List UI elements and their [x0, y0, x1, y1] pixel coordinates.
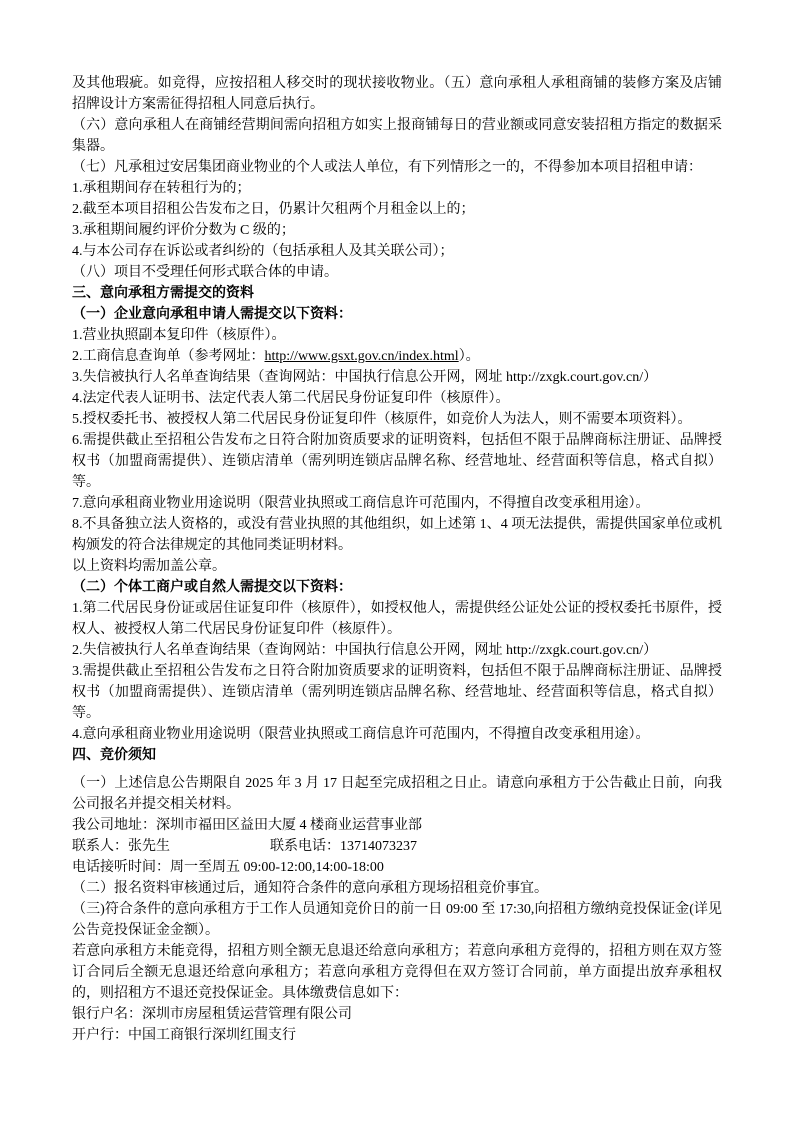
subsection-1-enterprise-heading: （一）企业意向承租申请人需提交以下资料：	[72, 307, 352, 322]
disqualification-item-3: 3.承租期间履约评价分数为 C 级的；	[72, 223, 295, 238]
enterprise-item-5: 5.授权委托书、被授权人第二代居民身份证复印件（核原件，如竞价人为法人，则不需要本项资料）。	[72, 412, 692, 427]
enterprise-item-2-prefix: 2.工商信息查询单（参考网址：	[72, 349, 265, 364]
bank-account-name: 银行户名：深圳市房屋租赁运营管理有限公司	[72, 1007, 352, 1022]
enterprise-item-2	[72, 346, 722, 367]
contact-person: 联系人：张先生	[72, 839, 170, 854]
section-3-heading: 三、意向承租方需提交的资料	[72, 286, 254, 301]
enterprise-item-3: 3.失信被执行人名单查询结果（查询网站：中国执行信息公开网，网址 http://zxgk.court.gov.cn/）	[72, 370, 658, 385]
subsection-2-individual-heading: （二）个体工商户或自然人需提交以下资料：	[72, 580, 352, 595]
individual-item-1: 1.第二代居民身份证或居住证复印件（核原件），如授权他人，需提供经公证处公证的授权委托书原件，授权人、被授权人第二代居民身份证复印件（核原件）。	[72, 601, 722, 637]
bank-branch: 开户行：中国工商银行深圳红围支行	[72, 1028, 296, 1043]
phone-hours: 电话接听时间：周一至周五 09:00-12:00,14:00-18:00	[72, 860, 384, 875]
para-clause-7-disqualification: （七）凡承租过安居集团商业物业的个人或法人单位，有下列情形之一的，不得参加本项目招租申请：	[72, 160, 702, 175]
disqualification-item-1: 1.承租期间存在转租行为的；	[72, 181, 251, 196]
para-deposit-payment: （三)符合条件的意向承租方于工作人员通知竞价日的前一日 09:00 至 17:30,向招租方缴纳竞投保证金(详见公告竞投保证金金额）。	[72, 902, 722, 938]
section-4-heading: 四、竞价须知	[72, 748, 156, 763]
company-address: 我公司地址：深圳市福田区益田大厦 4 楼商业运营事业部	[72, 818, 422, 833]
contact-line	[72, 836, 722, 857]
individual-item-4: 4.意向承租商业物业用途说明（限营业执照或工商信息许可范围内，不得擅自改变承租用途）。	[72, 727, 650, 742]
para-clause-8-no-consortium: （八）项目不受理任何形式联合体的申请。	[72, 265, 338, 280]
enterprise-item-8: 8.不具备独立法人资格的，或没有营业执照的其他组织，如上述第 1、4 项无法提供，需提供国家单位或机构颁发的符合法律规定的其他同类证明材料。	[72, 517, 722, 553]
enterprise-item-4: 4.法定代表人证明书、法定代表人第二代居民身份证复印件（核原件）。	[72, 391, 510, 406]
enterprise-item-6: 6.需提供截止至招租公告发布之日符合附加资质要求的证明资料，包括但不限于品牌商标注册证、品牌授权书（加盟商需提供）、连锁店清单（需列明连锁店品牌名称、经营地址、经营面积等信息，格式自拟）等。	[72, 433, 722, 490]
enterprise-item-1: 1.营业执照副本复印件（核原件）。	[72, 328, 286, 343]
seal-note: 以上资料均需加盖公章。	[72, 559, 226, 574]
para-deposit-refund-policy: 若意向承租方未能竞得，招租方则全额无息退还给意向承租方；若意向承租方竞得的，招租方则在双方签订合同后全额无息退还给意向承租方；若意向承租方竞得但在双方签订合同前，单方面提出放弃承租权的，则招租方不退还竞投保证金。具体缴费信息如下：	[72, 944, 722, 1001]
enterprise-item-2-suffix: ）。	[458, 349, 480, 364]
disqualification-item-4: 4.与本公司存在诉讼或者纠纷的（包括承租人及其关联公司）；	[72, 244, 454, 259]
para-review-notification: （二）报名资料审核通过后，通知符合条件的意向承租方现场招租竞价事宜。	[72, 881, 548, 896]
para-clause-6-revenue-reporting: （六）意向承租人在商铺经营期间需向招租方如实上报商铺每日的营业额或同意安装招租方指定的数据采集器。	[72, 118, 722, 154]
para-announcement-period: （一）上述信息公告期限自 2025 年 3 月 17 日起至完成招租之日止。请意向承租方于公告截止日前，向我公司报名并提交相关材料。	[72, 776, 722, 812]
individual-item-3: 3.需提供截止至招租公告发布之日符合附加资质要求的证明资料，包括但不限于品牌商标注册证、品牌授权书（加盟商需提供）、连锁店清单（需列明连锁店品牌名称、经营地址、经营面积等信息，格式自拟）等。	[72, 664, 722, 721]
gsxt-url-link[interactable]: http://www.gsxt.gov.cn/index.html	[264, 349, 459, 364]
para-property-condition: 及其他瑕疵。如竞得，应按招租人移交时的现状接收物业。（五）意向承租人承租商铺的装修方案及店铺招牌设计方案需征得招租人同意后执行。	[72, 76, 722, 112]
contact-phone: 联系电话：13714073237	[270, 839, 417, 854]
enterprise-item-7: 7.意向承租商业物业用途说明（限营业执照或工商信息许可范围内，不得擅自改变承租用途）。	[72, 496, 650, 511]
individual-item-2: 2.失信被执行人名单查询结果（查询网站：中国执行信息公开网，网址 http://zxgk.court.gov.cn/）	[72, 643, 658, 658]
disqualification-item-2: 2.截至本项目招租公告发布之日，仍累计欠租两个月租金以上的；	[72, 202, 475, 217]
